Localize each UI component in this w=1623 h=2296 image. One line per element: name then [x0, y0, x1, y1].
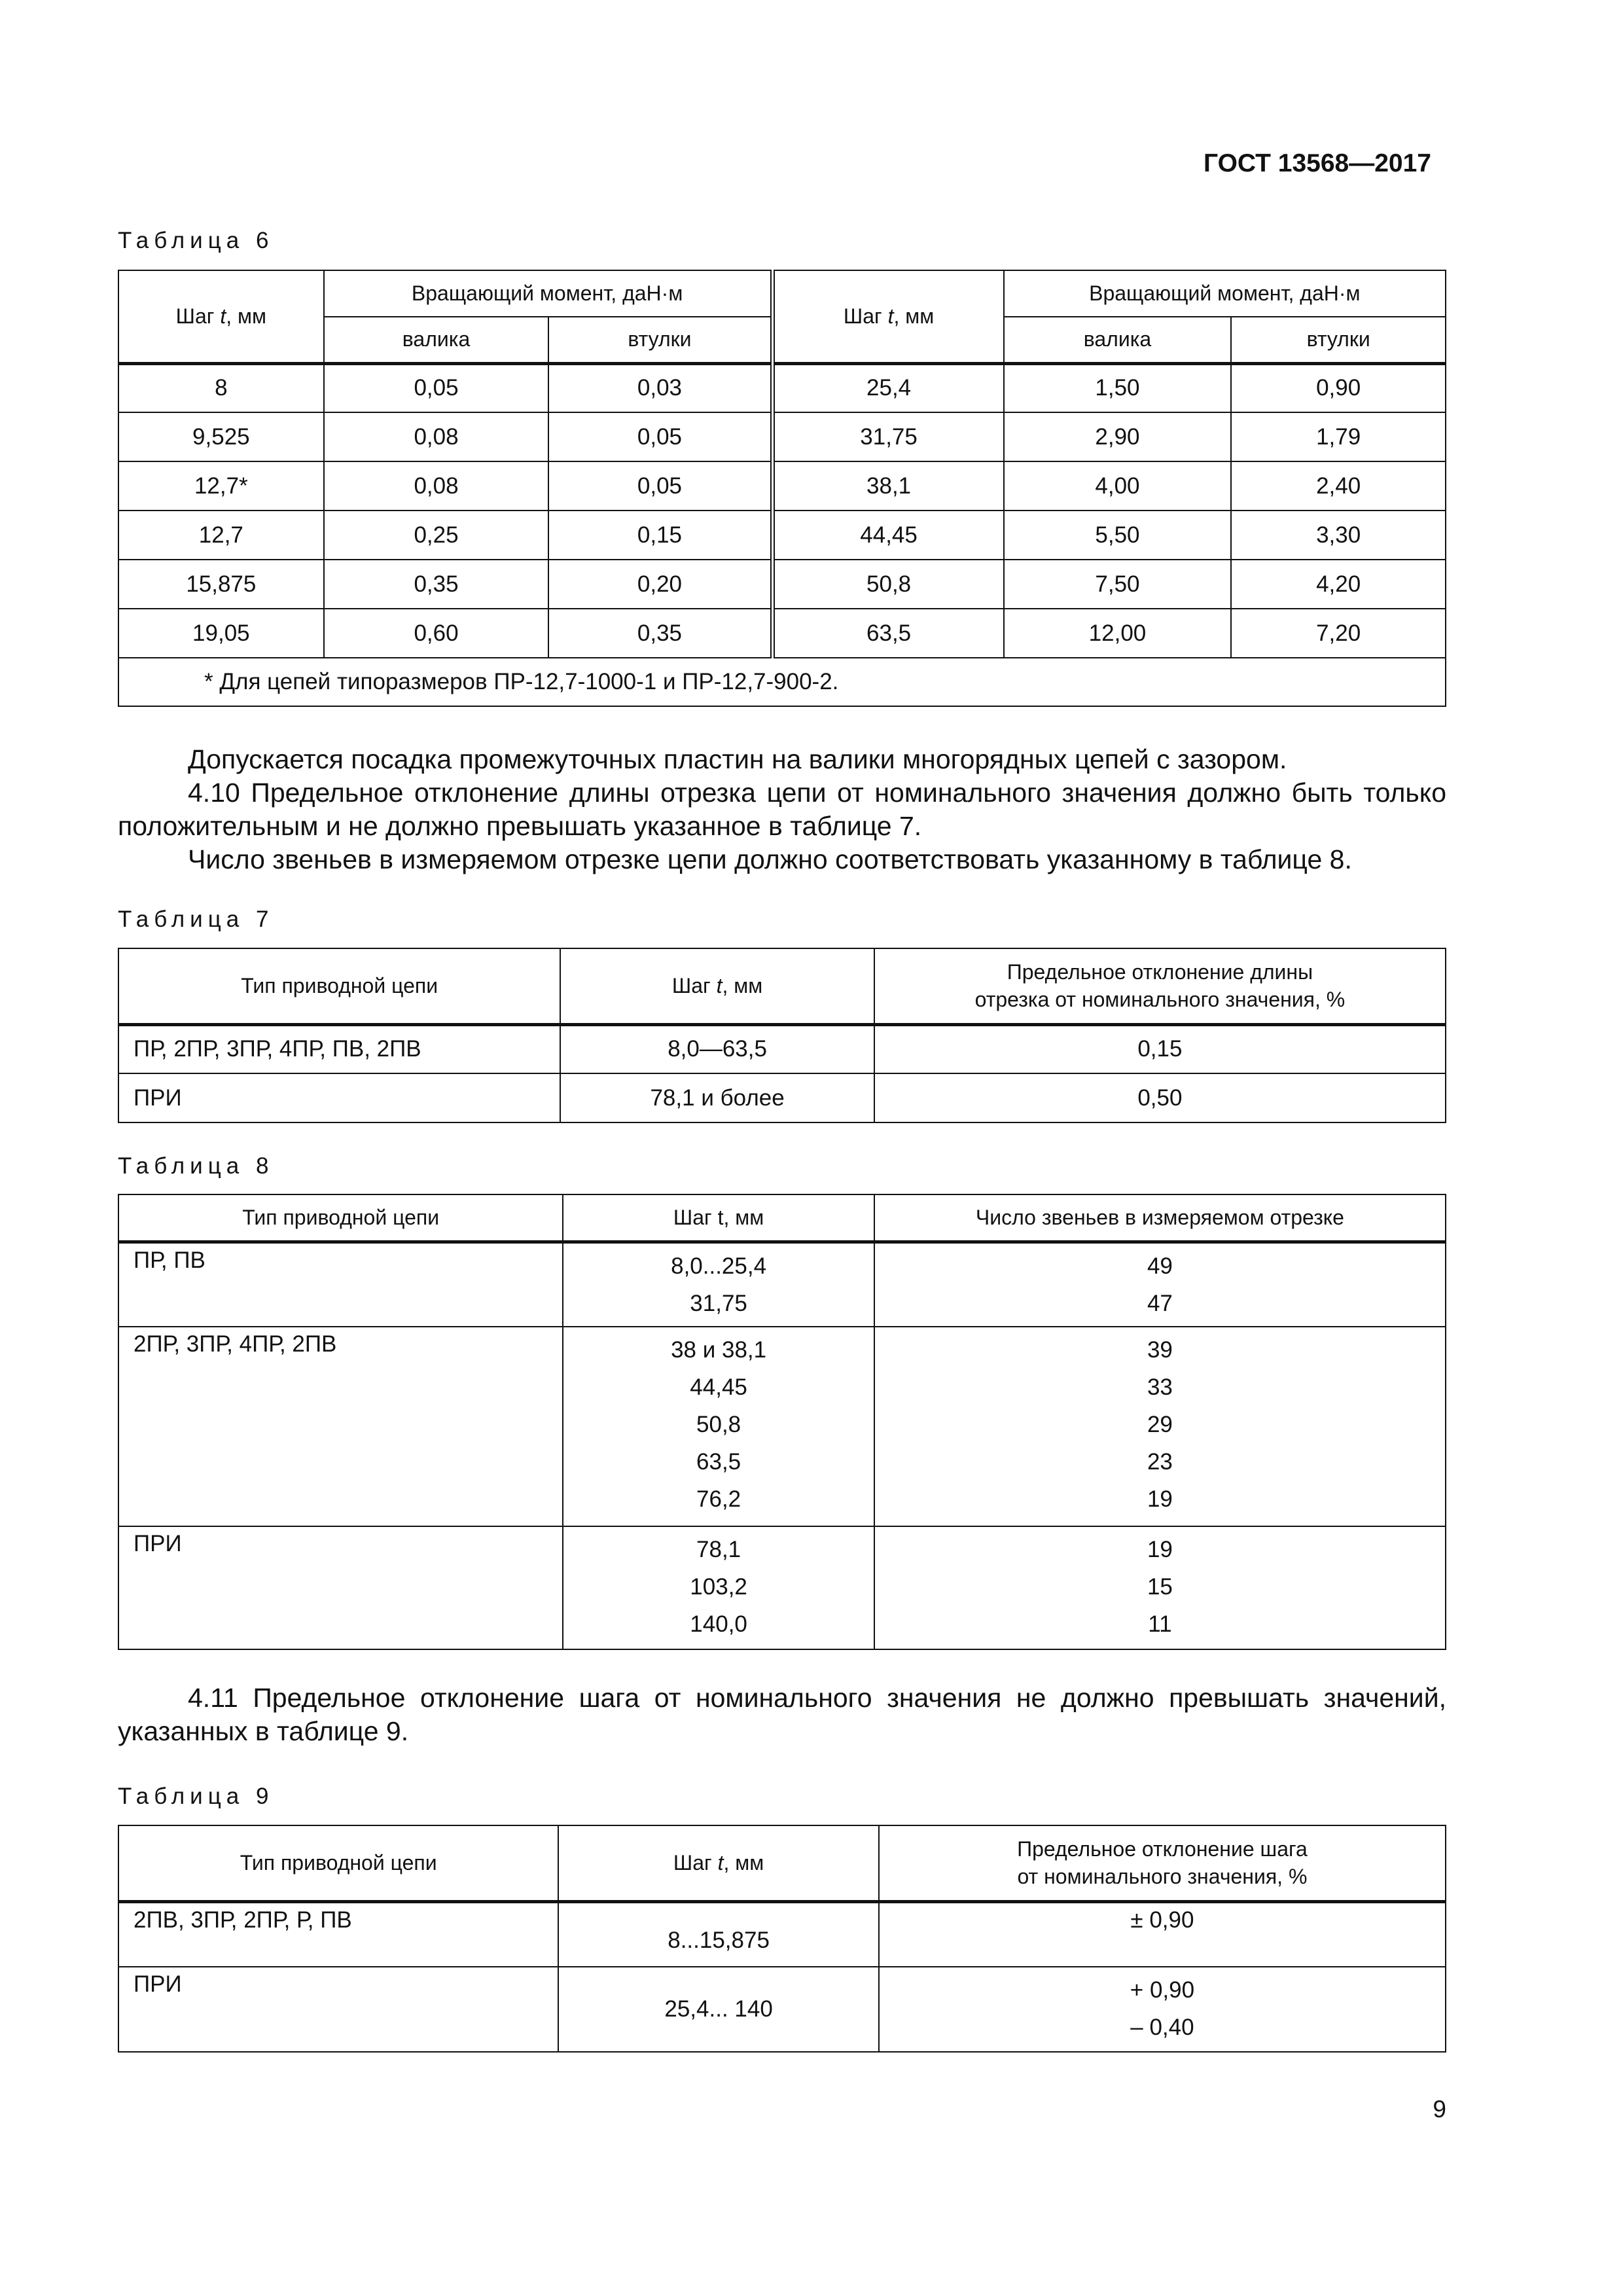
table-row: [118, 461, 1446, 511]
table-9-caption: Таблица 9: [118, 1784, 274, 1809]
table-9: [118, 1825, 1446, 2053]
table-cell: 38 и 38,1 44,45 50,8 63,5 76,2: [563, 1327, 874, 1526]
t9-header-type: Тип приводной цепи: [118, 1825, 558, 1901]
paragraph: 4.10 Предельное отклонение длины отрезка цепи от номинального значения должно быть только положительным и не должно превышать указанное в таблице 7.: [118, 778, 1446, 841]
table-cell: 1,50: [1004, 363, 1232, 412]
table-cell: ПР, ПВ: [118, 1242, 563, 1327]
table-cell: 8: [118, 363, 324, 412]
page-number: 9: [1433, 2096, 1446, 2123]
body-text-1: [118, 743, 1446, 876]
t8-header-links: Число звеньев в измеряемом отрезке: [874, 1194, 1446, 1242]
table-cell: 7,50: [1004, 560, 1232, 609]
table-cell: 0,08: [324, 412, 549, 461]
table-cell: 19,05: [118, 609, 324, 658]
table-cell: 8,0...25,4 31,75: [563, 1242, 874, 1327]
table-cell: 1,79: [1231, 412, 1446, 461]
table-cell: 0,03: [548, 363, 772, 412]
t7-header-step: Шаг t, мм: [560, 948, 874, 1024]
table-8-caption: Таблица 8: [118, 1153, 274, 1179]
table-6-footnote: * Для цепей типоразмеров ПР-12,7-1000-1 и ПР-12,7-900-2.: [118, 658, 1446, 706]
t9-header-step: Шаг t, мм: [558, 1825, 879, 1901]
table-cell: 12,7: [118, 511, 324, 560]
table-cell: 5,50: [1004, 511, 1232, 560]
table-cell: 0,50: [874, 1073, 1446, 1122]
table-cell: 50,8: [772, 560, 1004, 609]
table-cell: 2ПВ, 3ПР, 2ПР, Р, ПВ: [118, 1901, 558, 1967]
table-cell: 19 15 11: [874, 1526, 1446, 1649]
table-cell: 2ПР, 3ПР, 4ПР, 2ПВ: [118, 1327, 563, 1526]
t8-header-type: Тип приводной цепи: [118, 1194, 563, 1242]
table-cell: 4,00: [1004, 461, 1232, 511]
t6-header-roller-left: валика: [324, 317, 549, 363]
table-cell: 39 33 29 23 19: [874, 1327, 1446, 1526]
table-cell: 12,7*: [118, 461, 324, 511]
table-row: [118, 363, 1446, 412]
table-cell: 38,1: [772, 461, 1004, 511]
table-cell: 0,15: [548, 511, 772, 560]
t6-header-bushing-right: втулки: [1231, 317, 1446, 363]
table-cell: 12,00: [1004, 609, 1232, 658]
table-cell: 0,15: [874, 1024, 1446, 1073]
table-row: [118, 1901, 1446, 1967]
document-header: ГОСТ 13568—2017: [1204, 149, 1431, 177]
t6-header-bushing-left: втулки: [548, 317, 772, 363]
table-cell: 0,60: [324, 609, 549, 658]
table-cell: ПРИ: [118, 1073, 560, 1122]
table-6-caption: Таблица 6: [118, 228, 274, 253]
table-cell: 9,525: [118, 412, 324, 461]
paragraph: Допускается посадка промежуточных пластин на валики многорядных цепей с зазором.: [188, 744, 1287, 774]
table-row: [118, 1967, 1446, 2052]
table-cell: 78,1 и более: [560, 1073, 874, 1122]
table-cell: 31,75: [772, 412, 1004, 461]
table-row: [118, 1526, 1446, 1649]
body-text-2: [118, 1681, 1446, 1748]
t6-header-torque-left: Вращающий момент, даН·м: [324, 270, 772, 317]
table-row: [118, 560, 1446, 609]
table-cell: 25,4... 140: [558, 1967, 879, 2052]
table-7-caption: Таблица 7: [118, 906, 274, 932]
table-cell: 0,08: [324, 461, 549, 511]
table-6: [118, 270, 1446, 707]
t9-header-deviation: Предельное отклонение шага от номинального значения, %: [879, 1825, 1446, 1901]
table-row: [118, 511, 1446, 560]
table-cell: 0,35: [324, 560, 549, 609]
table-row: [118, 1073, 1446, 1122]
t6-header-step-right: Шаг t, мм: [772, 270, 1004, 363]
t6-header-torque-right: Вращающий момент, даН·м: [1004, 270, 1446, 317]
t7-header-deviation: Предельное отклонение длины отрезка от номинального значения, %: [874, 948, 1446, 1024]
table-cell: 3,30: [1231, 511, 1446, 560]
t7-header-type: Тип приводной цепи: [118, 948, 560, 1024]
table-8: [118, 1194, 1446, 1650]
table-cell: 2,40: [1231, 461, 1446, 511]
table-cell: 0,35: [548, 609, 772, 658]
table-cell: 44,45: [772, 511, 1004, 560]
table-cell: 0,05: [548, 412, 772, 461]
table-cell: 0,05: [548, 461, 772, 511]
table-cell: + 0,90 – 0,40: [879, 1967, 1446, 2052]
table-cell: 0,90: [1231, 363, 1446, 412]
table-row: [118, 412, 1446, 461]
t6-header-roller-right: валика: [1004, 317, 1232, 363]
table-cell: 25,4: [772, 363, 1004, 412]
table-7: [118, 948, 1446, 1123]
paragraph: Число звеньев в измеряемом отрезке цепи должно соответствовать указанному в таблице 8.: [188, 844, 1352, 874]
table-cell: 0,25: [324, 511, 549, 560]
table-row: [118, 1327, 1446, 1526]
table-cell: 7,20: [1231, 609, 1446, 658]
table-cell: ПРИ: [118, 1967, 558, 2052]
table-cell: 8...15,875: [558, 1901, 879, 1967]
table-cell: ПР, 2ПР, 3ПР, 4ПР, ПВ, 2ПВ: [118, 1024, 560, 1073]
table-row: [118, 1024, 1446, 1073]
table-cell: 4,20: [1231, 560, 1446, 609]
table-cell: 49 47: [874, 1242, 1446, 1327]
table-cell: ПРИ: [118, 1526, 563, 1649]
table-cell: 78,1 103,2 140,0: [563, 1526, 874, 1649]
table-cell: 15,875: [118, 560, 324, 609]
table-cell: 0,05: [324, 363, 549, 412]
table-row: [118, 609, 1446, 658]
table-cell: ± 0,90: [879, 1901, 1446, 1967]
table-cell: 2,90: [1004, 412, 1232, 461]
table-cell: 0,20: [548, 560, 772, 609]
table-cell: 8,0—63,5: [560, 1024, 874, 1073]
table-cell: 63,5: [772, 609, 1004, 658]
t6-header-step-left: Шаг t, мм: [118, 270, 324, 363]
table-row: [118, 1242, 1446, 1327]
paragraph: 4.11 Предельное отклонение шага от номинального значения не должно превышать значений, указанных в таблице 9.: [118, 1683, 1446, 1746]
t8-header-step: Шаг t, мм: [563, 1194, 874, 1242]
